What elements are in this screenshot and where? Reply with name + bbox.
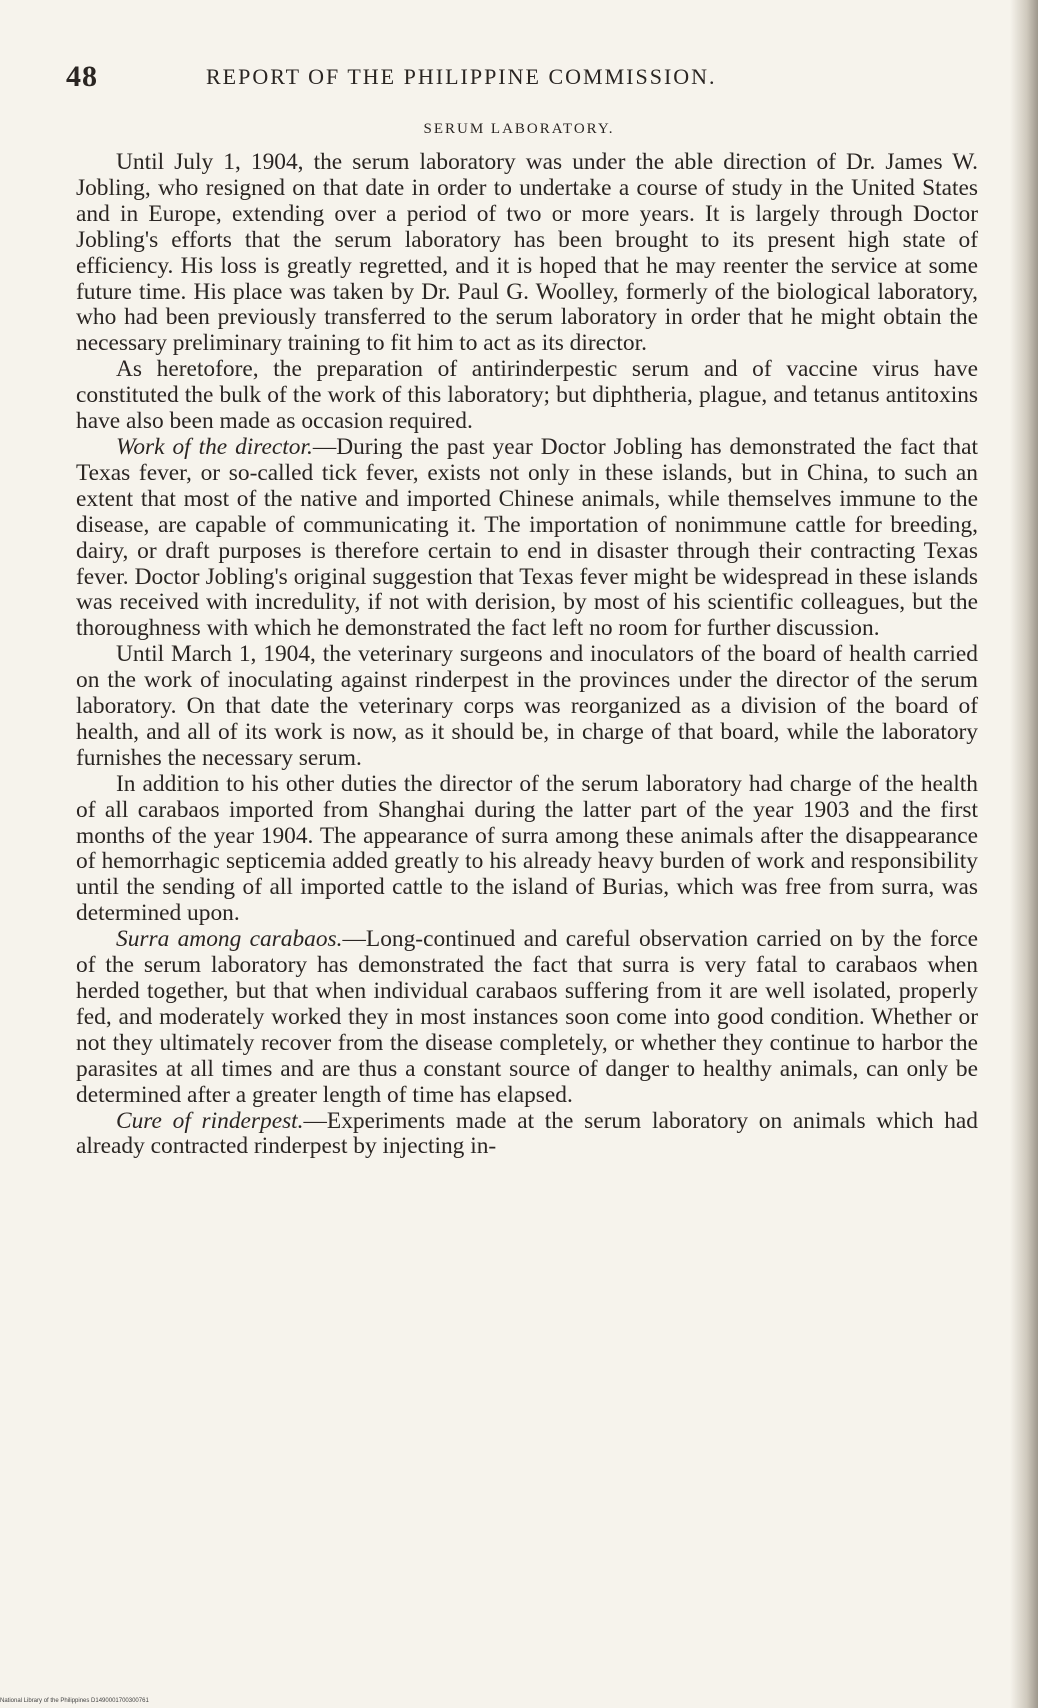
running-head: REPORT OF THE PHILIPPINE COMMISSION. [206,64,717,89]
paragraph-text: —Long-continued and careful observation carried on by the force of the serum laboratory has demonstrated the fact that surra is very fatal to carabaos when herded together, but that when individual carabaos suffering from it are well isolated, properly fed, and moderately worked they in most instances soon come into good condition. Whether or not they ultimately recover from the disease completely, or whether they continue to harbor the parasites at all times and are thus a constant source of danger to healthy animals, can only be determined after a greater length of time has elapsed. [76,926,978,1108]
paragraph [76,772,978,927]
page-number: 48 [66,60,98,93]
paragraph-text: —During the past year Doctor Jobling has demonstrated the fact that Texas fever, or so-called tick fever, exists not only in these islands, but in China, to such an extent that most of the native and imported Chinese animals, while themselves immune to the disease, are capable of communicating it. The importation of nonimmune cattle for breeding, dairy, or draft purposes is therefore certain to end in disaster through their contracting Texas fever. Doctor Jobling's original suggestion that Texas fever might be widespread in these islands was received with incredulity, if not with derision, by most of his scientific colleagues, but the thoroughness with which he demonstrated the fact left no room for further discussion. [76,433,978,642]
paragraph-lead: Cure of rinderpest. [116,1107,304,1134]
paragraph-text: Until March 1, 1904, the veterinary surgeons and inoculators of the board of health carried on the work of inoculating against rinderpest in the provinces under the director of the serum laboratory. On that date the veterinary corps was reorganized as a division of the board of health, and all of its work is now, as it should be, in charge of that board, while the laboratory furnishes the necessary serum. [76,641,978,771]
paragraph [76,357,978,435]
scan-footer-note: National Library of the Philippines D1490001700300761 [0,1698,149,1704]
paragraph [76,150,978,357]
page-header [66,60,846,96]
body-text [76,150,978,1160]
section-title: SERUM LABORATORY. [423,121,615,137]
paragraph-text: As heretofore, the preparation of antirinderpestic serum and of vaccine virus have constituted the bulk of the work of this laboratory; but diphtheria, plague, and tetanus antitoxins have also been made as occasion required. [76,356,978,435]
paragraph-lead: Work of the director. [116,433,313,460]
paragraph-lead: Surra among carabaos. [116,926,343,953]
page-edge-shadow [1010,0,1038,1708]
paragraph [76,642,978,772]
paragraph-text: —Experiments made at the serum laboratory on animals which had already contracted rinderpest by injecting in- [76,1107,978,1160]
paragraph [76,1109,978,1161]
paragraph [76,435,978,642]
paragraph [76,927,978,1108]
paragraph-text: Until July 1, 1904, the serum laboratory was under the able direction of Dr. James W. Jobling, who resigned on that date in order to undertake a course of study in the United States and in Europe, extending over a period of two or more years. It is largely through Doctor Jobling's efforts that the serum laboratory has been brought to its present high state of efficiency. His loss is greatly regretted, and it is hoped that he may reenter the service at some future time. His place was taken by Dr. Paul G. Woolley, formerly of the biological laboratory, who had been previously transferred to the serum laboratory in order that he might obtain the necessary preliminary training to fit him to act as its director. [76,149,978,357]
paragraph-text: In addition to his other duties the director of the serum laboratory had charge of the health of all carabaos imported from Shanghai during the latter part of the year 1903 and the first months of the year 1904. The appearance of surra among these animals after the disappearance of hemorrhagic septicemia added greatly to his already heavy burden of work and responsibility until the sending of all imported cattle to the island of Burias, which was free from surra, was determined upon. [76,770,978,927]
